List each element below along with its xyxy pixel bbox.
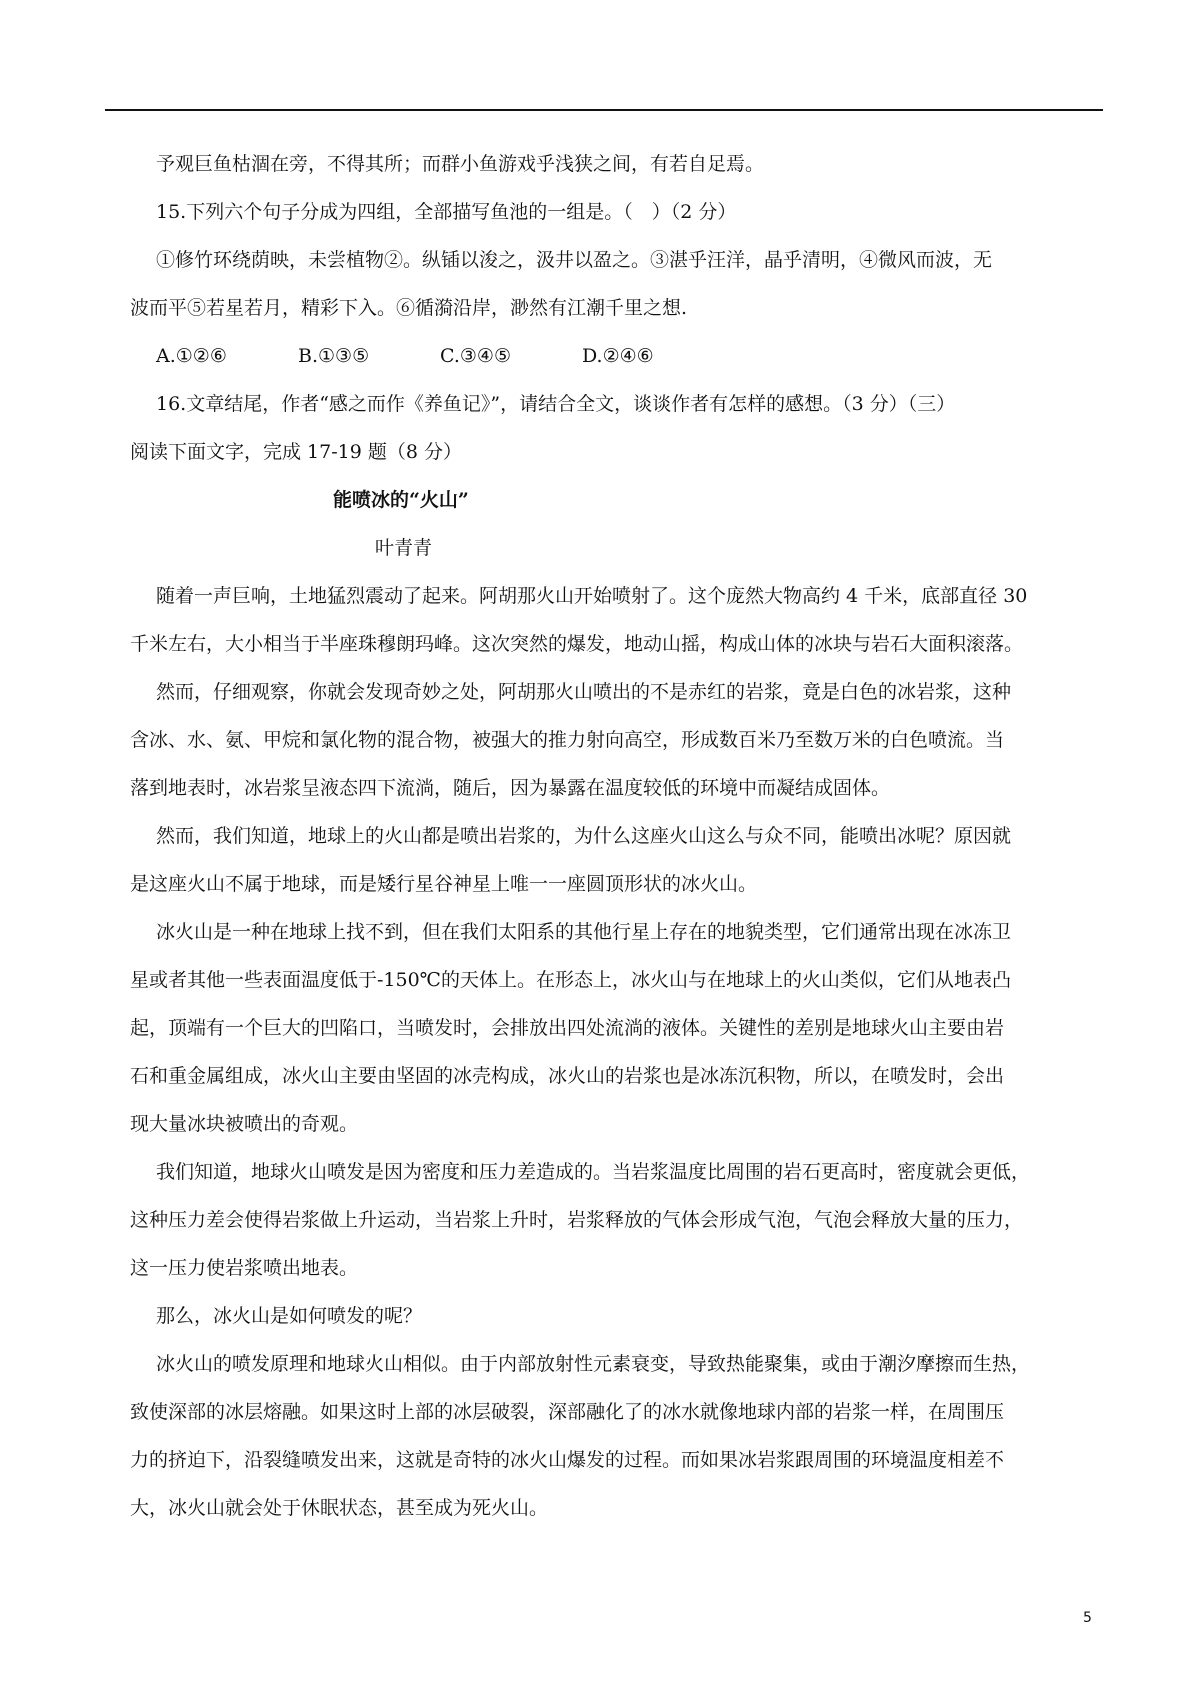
text-line: 然而，仔细观察，你就会发现奇妙之处，阿胡那火山喷出的不是赤红的岩浆，竟是白色的冰岩浆，这种 — [156, 681, 1012, 703]
text-line: 这一压力使岩浆喷出地表。 — [130, 1257, 359, 1279]
option-d: D.②④⑥ — [582, 345, 654, 367]
option-b: B.①③⑤ — [298, 345, 370, 367]
text-line: 那么，冰火山是如何喷发的呢？ — [156, 1305, 423, 1327]
question-15: 15.下列六个句子分成为四组，全部描写鱼池的一组是。（ ）（2 分） — [156, 201, 737, 223]
text-line: 这种压力差会使得岩浆做上升运动，当岩浆上升时，岩浆释放的气体会形成气泡，气泡会释放大量的压力， — [130, 1209, 1024, 1231]
text-line: 随着一声巨响，土地猛烈震动了起来。阿胡那火山开始喷射了。这个庞然大物高约 4 千米，底部直径 30 — [156, 585, 1028, 607]
question-16: 16.文章结尾，作者“感之而作《养鱼记》”，请结合全文，谈谈作者有怎样的感想。（3 分）（三） — [156, 393, 956, 415]
text-line: 石和重金属组成，冰火山主要由坚固的冰壳构成，冰火山的岩浆也是冰冻沉积物，所以，在喷发时，会出 — [130, 1065, 1005, 1087]
text-line: 现大量冰块被喷出的奇观。 — [130, 1113, 359, 1135]
text-line: 冰火山的喷发原理和地球火山相似。由于内部放射性元素衰变，导致热能聚集，或由于潮汐摩擦而生热， — [156, 1353, 1031, 1375]
text-line: 含冰、水、氨、甲烷和氯化物的混合物，被强大的推力射向高空，形成数百米乃至数万米的白色喷流。当 — [130, 729, 1005, 751]
option-c: C.③④⑤ — [440, 345, 511, 367]
text-line: 我们知道，地球火山喷发是因为密度和压力差造成的。当岩浆温度比周围的岩石更高时，密度就会更低， — [156, 1161, 1031, 1183]
text-line: 力的挤迫下，沿裂缝喷发出来，这就是奇特的冰火山爆发的过程。而如果冰岩浆跟周围的环境温度相差不 — [130, 1449, 1005, 1471]
article-author: 叶青青 — [375, 537, 433, 559]
page-number: 5 — [1083, 1610, 1092, 1626]
text-line: 星或者其他一些表面温度低于-150℃的天体上。在形态上，冰火山与在地球上的火山类似，它们从地表凸 — [130, 969, 1011, 991]
text-line: 然而，我们知道，地球上的火山都是喷出岩浆的，为什么这座火山这么与众不同，能喷出冰呢？原因就 — [156, 825, 1012, 847]
article-title: 能喷冰的“火山” — [333, 489, 469, 511]
text-line: 冰火山是一种在地球上找不到，但在我们太阳系的其他行星上存在的地貌类型，它们通常出现在冰冻卫 — [156, 921, 1012, 943]
text-line: 大，冰火山就会处于休眠状态，甚至成为死火山。 — [130, 1497, 549, 1519]
text-line: 予观巨鱼枯涸在旁，不得其所；而群小鱼游戏乎浅狭之间，有若自足焉。 — [156, 153, 765, 175]
header-rule — [105, 109, 1103, 111]
answer-options — [130, 332, 1100, 380]
text-line: 落到地表时，冰岩浆呈液态四下流淌，随后，因为暴露在温度较低的环境中而凝结成固体。 — [130, 777, 891, 799]
text-line: 致使深部的冰层熔融。如果这时上部的冰层破裂，深部融化了的冰水就像地球内部的岩浆一样，在周围压 — [130, 1401, 1005, 1423]
text-line: 波而平⑤若星若月，精彩下入。⑥循漪沿岸，渺然有江潮千里之想. — [130, 297, 688, 319]
page-body — [130, 140, 1100, 1532]
text-line: 起，顶端有一个巨大的凹陷口，当喷发时，会排放出四处流淌的液体。关键性的差别是地球火山主要由岩 — [130, 1017, 1005, 1039]
text-line: ①修竹环绕荫映，未尝植物②。纵锸以浚之，汲井以盈之。③湛乎汪洋，晶乎清明，④微风而波，无 — [156, 249, 993, 271]
text-line: 阅读下面文字，完成 17-19 题（8 分） — [130, 441, 462, 463]
text-line: 是这座火山不属于地球，而是矮行星谷神星上唯一一座圆顶形状的冰火山。 — [130, 873, 758, 895]
text-line: 千米左右，大小相当于半座珠穆朗玛峰。这次突然的爆发，地动山摇，构成山体的冰块与岩石大面积滚落。 — [130, 633, 1024, 655]
option-a: A.①②⑥ — [156, 345, 227, 367]
